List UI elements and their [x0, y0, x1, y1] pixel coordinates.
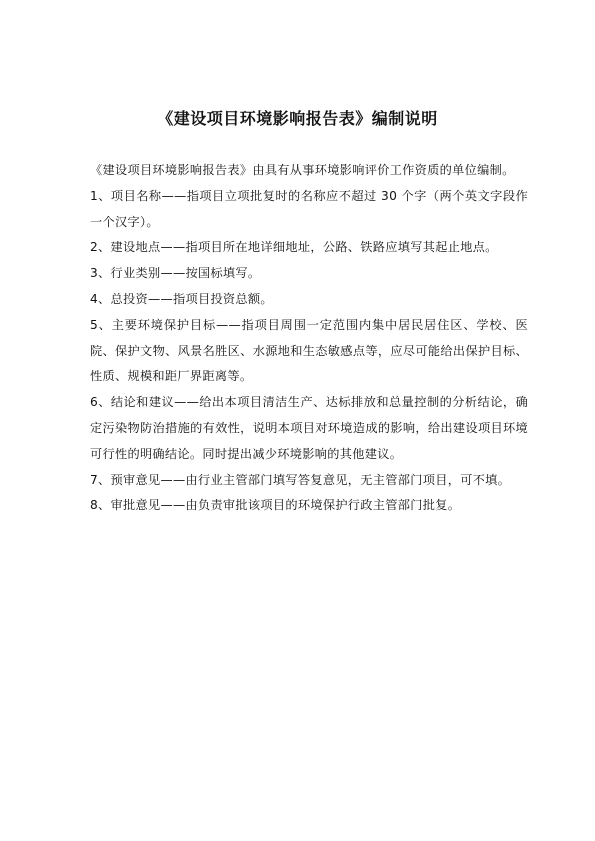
item-pre-review: 7、预审意见——由行业主管部门填写答复意见，无主管部门项目，可不填。	[90, 472, 511, 487]
item-industry-category: 3、行业类别——按国标填写。	[90, 266, 261, 281]
item-conclusions: 6、结论和建议——给出本项目清洁生产、达标排放和总量控制的分析结论，确定污染物防治措施的有效性，说明本项目对环境造成的影响，给出建设项目环境可行性的明确结论。同时提出减少环境影响的其他建议。	[90, 395, 528, 461]
item-approval: 8、审批意见——由负责审批该项目的环境保护行政主管部门批复。	[90, 498, 461, 513]
item-total-investment: 4、总投资——指项目投资总额。	[90, 291, 273, 306]
document-title: 《建设项目环境影响报告表》编制说明	[157, 109, 438, 128]
item-project-name: 1、项目名称——指项目立项批复时的名称应不超过 30 个字（两个英文字段作一个汉字）。	[90, 188, 528, 229]
intro-paragraph: 《建设项目环境影响报告表》由具有从事环境影响评价工作资质的单位编制。	[90, 163, 515, 177]
item-protection-targets: 5、主要环境保护目标——指项目周围一定范围内集中居民居住区、学校、医院、保护文物、风景名胜区、水源地和生态敏感点等，应尽可能给出保护目标、性质、规模和距厂界距离等。	[90, 317, 528, 384]
document-body	[90, 158, 528, 519]
item-location: 2、建设地点——指项目所在地详细地址，公路、铁路应填写其起止地点。	[90, 240, 498, 255]
